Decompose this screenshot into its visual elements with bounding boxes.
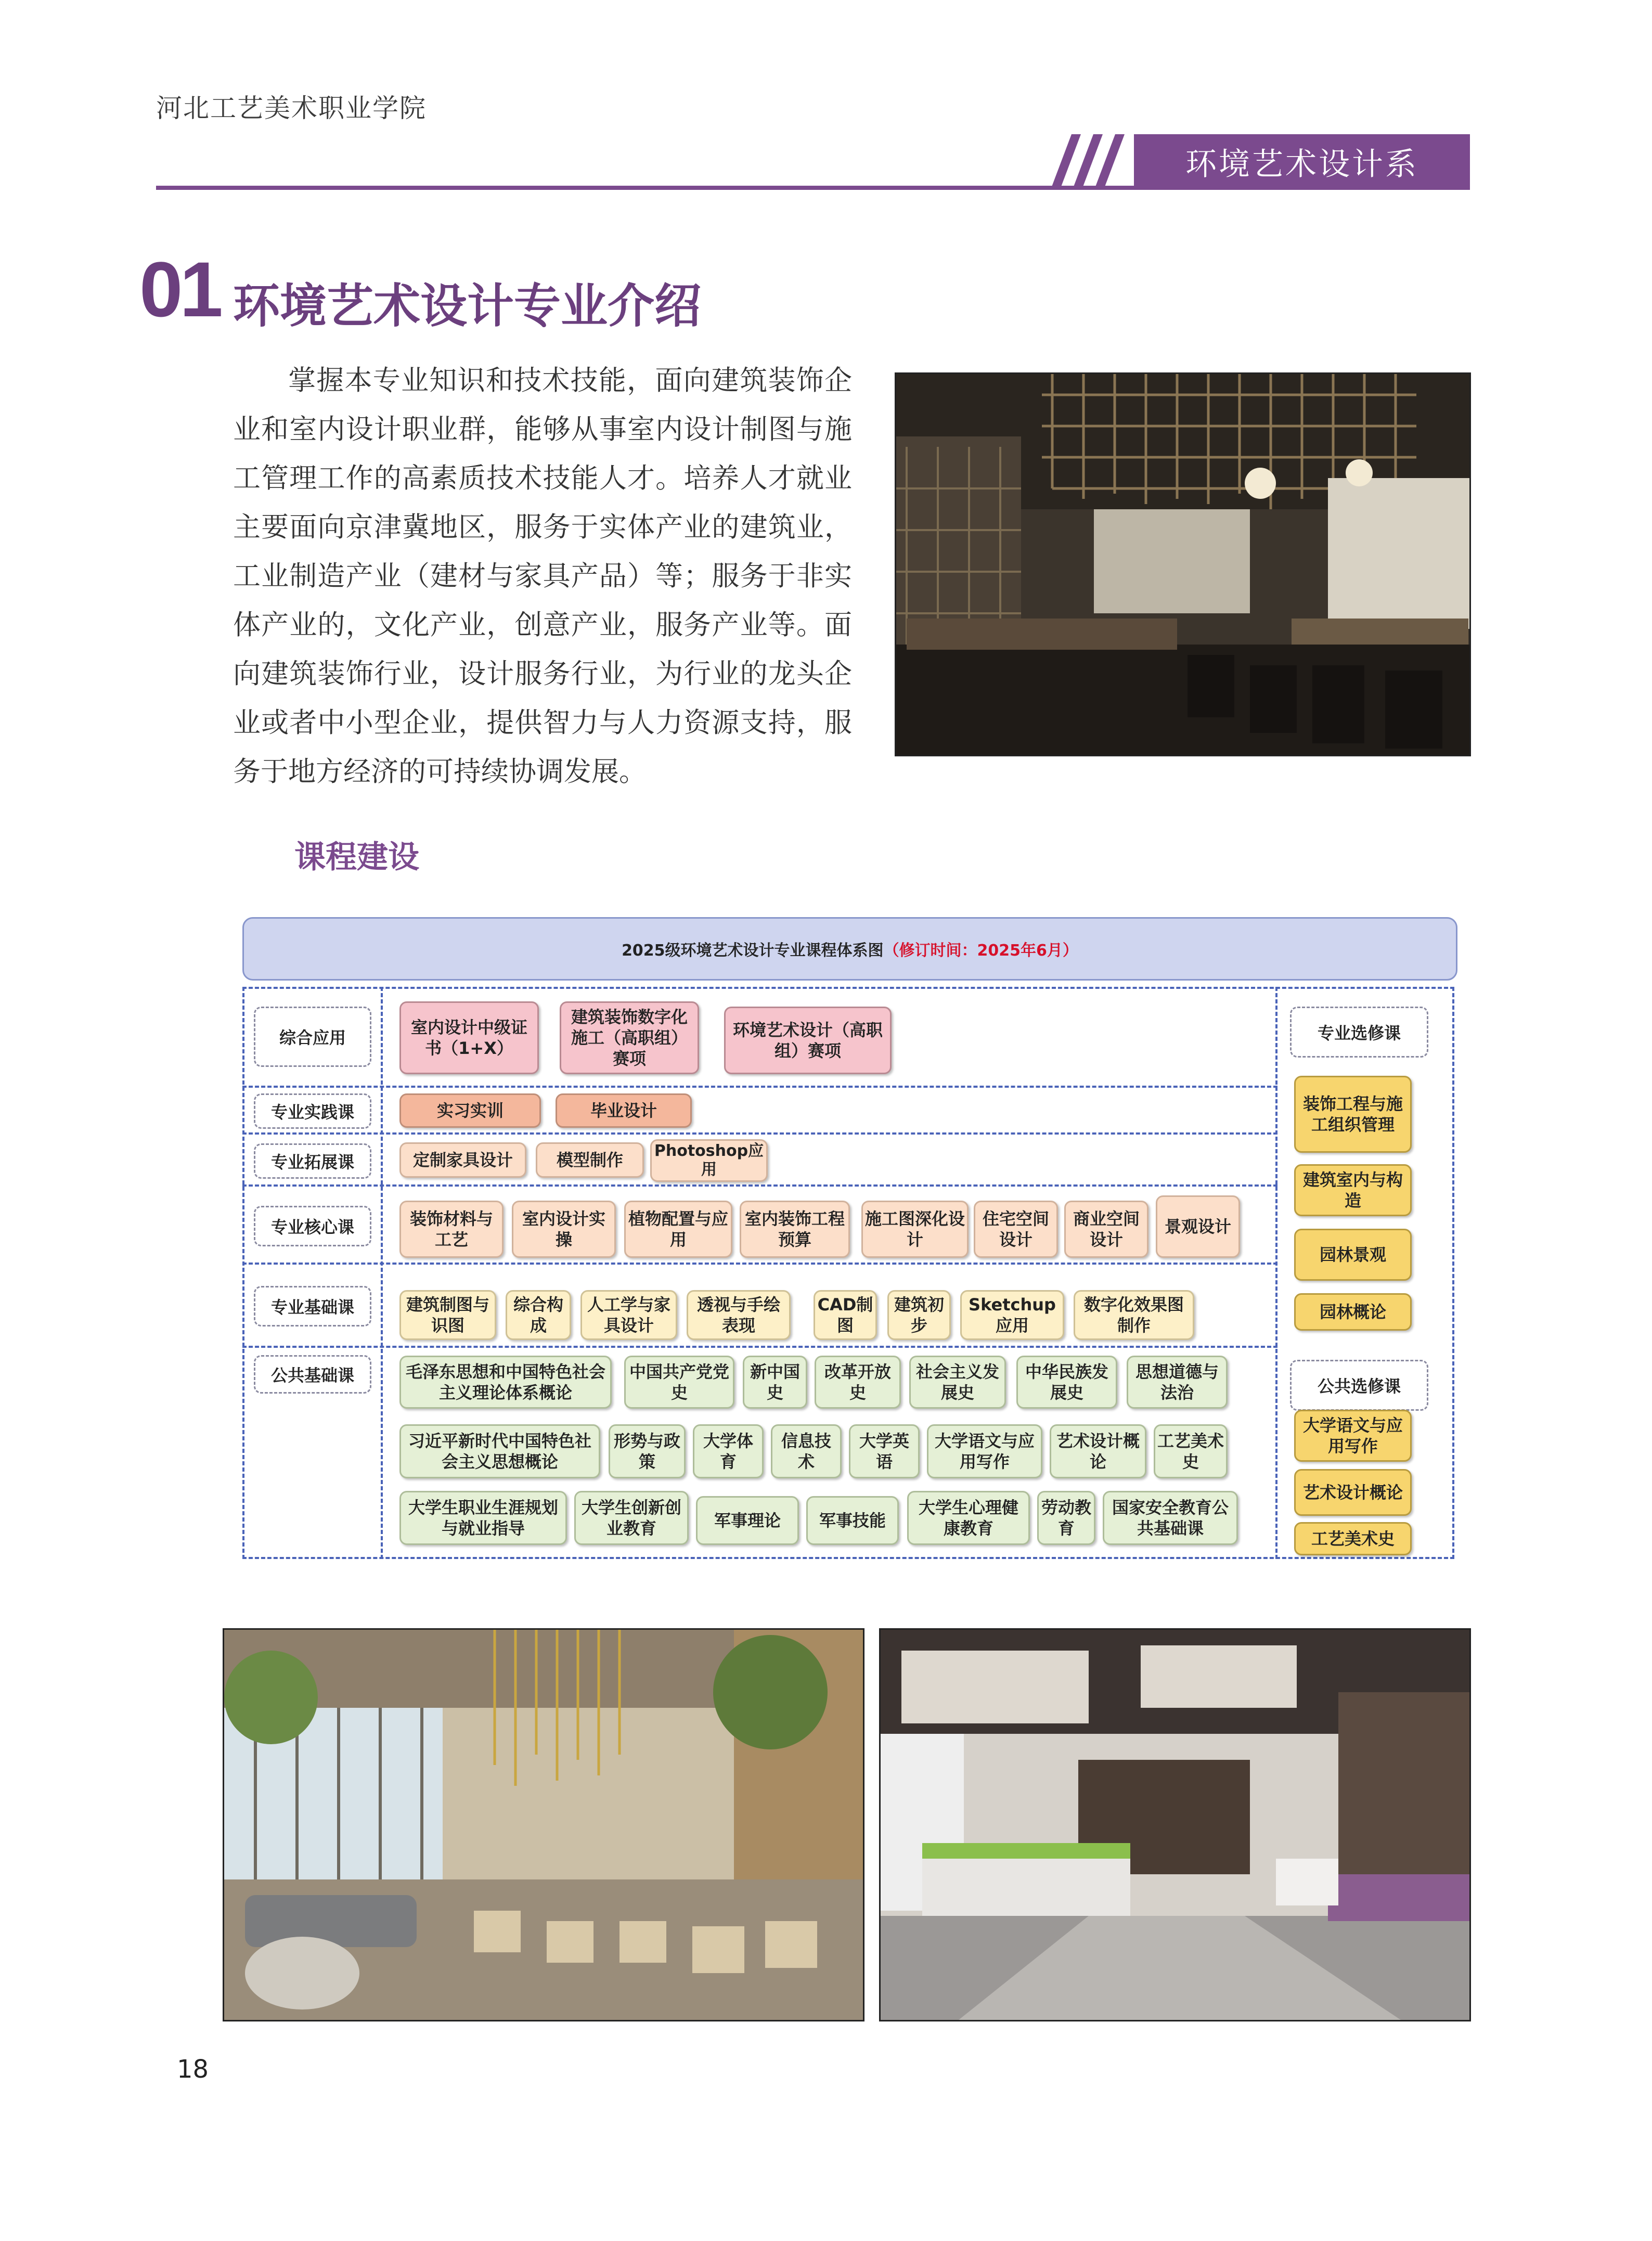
- elective-box: 建筑室内与构造: [1294, 1164, 1412, 1216]
- header-rule: [156, 186, 1470, 190]
- course-box: 军事理论: [696, 1496, 799, 1545]
- course-box: 改革开放史: [815, 1356, 901, 1409]
- course-box: CAD制图: [814, 1290, 877, 1340]
- diagram-divider-left: [381, 987, 383, 1559]
- course-box: 思想道德与法治: [1127, 1356, 1228, 1409]
- course-box: 大学生职业生涯规划与就业指导: [399, 1491, 567, 1545]
- course-box: 景观设计: [1156, 1195, 1240, 1258]
- course-box: 大学语文与应用写作: [927, 1424, 1042, 1478]
- course-heading: 课程建设: [294, 839, 419, 875]
- elective-box: 装饰工程与施工组织管理: [1294, 1076, 1412, 1153]
- diagram-row-divider: [242, 1086, 1277, 1088]
- course-box: 模型制作: [536, 1142, 644, 1178]
- public-elective-label: 公共选修课: [1290, 1360, 1428, 1411]
- course-box: Photoshop应用: [650, 1139, 768, 1182]
- interior-restaurant-photo: [895, 372, 1471, 756]
- course-box: 实习实训: [399, 1093, 541, 1128]
- course-box: 习近平新时代中国特色社会主义思想概论: [399, 1424, 600, 1478]
- course-box: 社会主义发展史: [909, 1356, 1006, 1409]
- lobby-atrium-photo: [223, 1628, 864, 2021]
- course-box: 形势与政策: [609, 1424, 686, 1478]
- elective-box: 园林概论: [1294, 1293, 1412, 1331]
- course-box: 装饰材料与工艺: [399, 1201, 504, 1258]
- course-box: 毛泽东思想和中国特色社会主义理论体系概论: [399, 1356, 612, 1409]
- course-box: 室内设计实操: [512, 1201, 616, 1258]
- course-box: 工艺美术史: [1154, 1424, 1228, 1478]
- course-box: 建筑初步: [887, 1290, 951, 1340]
- course-box: 军事技能: [806, 1496, 899, 1545]
- public-elective-box: 艺术设计概论: [1294, 1469, 1412, 1516]
- course-box: 毕业设计: [556, 1093, 692, 1128]
- course-box: 人工学与家具设计: [580, 1290, 677, 1340]
- course-box: 透视与手绘表现: [687, 1290, 791, 1340]
- course-box: 环境艺术设计（高职组）赛项: [724, 1007, 892, 1074]
- department-banner: 环境艺术设计系: [1134, 134, 1470, 189]
- course-box: 新中国史: [743, 1356, 807, 1409]
- course-box: 建筑制图与识图: [399, 1290, 496, 1340]
- course-box: 住宅空间设计: [974, 1201, 1058, 1258]
- course-box: 艺术设计概论: [1050, 1424, 1146, 1478]
- course-box: 大学生创新创业教育: [574, 1491, 689, 1545]
- diagram-row-divider: [242, 1132, 1277, 1135]
- course-box: 室内设计中级证书（1+X）: [399, 1001, 539, 1074]
- course-box: Sketchup应用: [960, 1290, 1064, 1340]
- course-box: 综合构成: [506, 1290, 571, 1340]
- diagram-title-note: （修订时间：2025年6月）: [883, 942, 1078, 960]
- section-number: 01: [139, 246, 220, 333]
- course-box: 商业空间设计: [1064, 1201, 1148, 1258]
- sales-center-photo: [879, 1628, 1471, 2021]
- course-box: 中华民族发展史: [1016, 1356, 1117, 1409]
- row-label-extension: 专业拓展课: [254, 1143, 371, 1179]
- public-elective-box: 工艺美术史: [1294, 1522, 1412, 1555]
- course-box: 信息技术: [771, 1424, 842, 1478]
- course-box: 定制家具设计: [399, 1142, 526, 1178]
- course-box: 施工图深化设计: [861, 1201, 969, 1258]
- diagram-divider-right: [1275, 987, 1277, 1559]
- diagram-title: [242, 917, 1457, 981]
- elective-box: 园林景观: [1294, 1229, 1412, 1281]
- course-box: 植物配置与应用: [624, 1201, 732, 1258]
- header-slash-decoration: [1051, 134, 1139, 189]
- row-label-comprehensive: 综合应用: [254, 1007, 371, 1067]
- public-elective-box: 大学语文与应用写作: [1294, 1410, 1412, 1462]
- course-box: 大学英语: [849, 1424, 920, 1478]
- row-label-foundation: 专业基础课: [254, 1286, 371, 1326]
- section-title: 环境艺术设计专业介绍: [233, 279, 701, 333]
- course-box: 大学生心理健康教育: [907, 1491, 1030, 1545]
- row-label-public: 公共基础课: [254, 1355, 371, 1394]
- diagram-row-divider: [242, 1346, 1277, 1348]
- diagram-row-divider: [242, 1263, 1277, 1265]
- course-box: 数字化效果图制作: [1074, 1290, 1194, 1340]
- diagram-title-text: 2025级环境艺术设计专业课程体系图: [622, 942, 884, 960]
- school-name: 河北工艺美术职业学院: [156, 93, 427, 123]
- course-box: 劳动教育: [1037, 1491, 1095, 1545]
- diagram-row-divider: [242, 1184, 1277, 1187]
- course-box: 中国共产党党史: [624, 1356, 734, 1409]
- row-label-practice: 专业实践课: [254, 1093, 371, 1129]
- course-box: 大学体育: [693, 1424, 764, 1478]
- elective-label: 专业选修课: [1290, 1007, 1428, 1058]
- intro-paragraph: 掌握本专业知识和技术技能，面向建筑装饰企业和室内设计职业群，能够从事室内设计制图与施工管理工作的高素质技术技能人才。培养人才就业主要面向京津冀地区，服务于实体产业的建筑业，工业制造产业（建材与家具产品）等；服务于非实体产业的，文化产业，创意产业，服务产业等。面向建筑装饰行业，设计服务行业，为行业的龙头企业或者中小型企业，提供智力与人力资源支持，服务于地方经济的可持续协调发展。: [233, 365, 852, 788]
- row-label-core: 专业核心课: [254, 1206, 371, 1246]
- page-number: 18: [177, 2055, 209, 2084]
- course-box: 国家安全教育公共基础课: [1103, 1491, 1238, 1545]
- course-box: 室内装饰工程预算: [740, 1201, 850, 1258]
- course-box: 建筑装饰数字化施工（高职组）赛项: [560, 1001, 699, 1074]
